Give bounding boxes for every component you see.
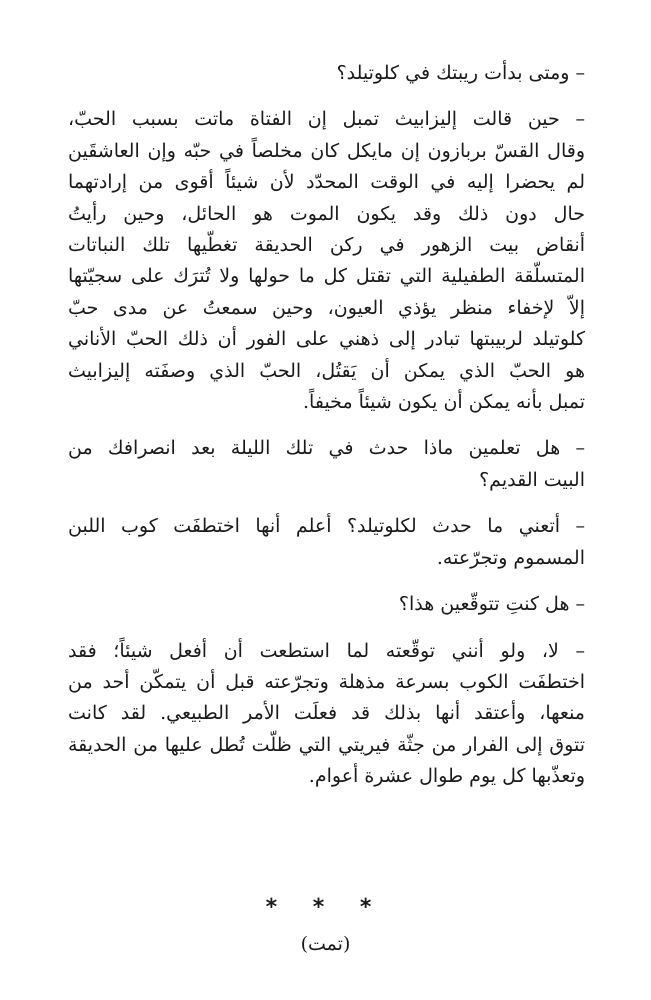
text-line: تمبل بأنه يمكن أن يكون شيئاً مخيفاً.	[303, 391, 585, 414]
text-line: – أتعني ما حدث لكلوتيلد؟ أعلم أنها اختطفَت كوب اللبن	[68, 515, 585, 538]
section-separator: * * *	[265, 895, 386, 920]
text-line: إلاّ لإخفاء منظر يؤذي العيون، وحين سمعتُ عن مدى حبّ	[68, 296, 585, 319]
text-line: – حين قالت إليزابيث تمبل إن الفتاة ماتت بسبب الحبّ،	[68, 108, 585, 131]
text-line: كلوتيلد لربيبتها تبادر إلى ذهني على الفور أن ذلك الحبّ الأناني	[68, 328, 585, 351]
text-line: تتوق إلى الفرار من جثّة فيريتي التي ظلّت تُطل عليها من الحديقة	[68, 733, 585, 756]
text-line: – هل تعلمين ماذا حدث في تلك الليلة بعد انصرافك من	[68, 437, 585, 460]
paragraph	[68, 58, 585, 89]
text-line: المسموم وتجرّعته.	[436, 546, 585, 569]
paragraph	[68, 636, 585, 793]
text-line: – لا، ولو أنني توقّعته لما استطعت أن أفعل شيئاً؛ فقد	[68, 639, 585, 662]
text-line: منعها، وأعتقد أنها بذلك قد فعلَت الأمر الطبيعي. لقد كانت	[68, 702, 585, 725]
paragraph	[68, 104, 585, 418]
paragraph	[68, 433, 585, 496]
text-line: المتسلّقة الطفيلية التي تقتل كل ما حولها ولا تُترَك على سجيّتها	[68, 265, 585, 288]
text-line: البيت القديم؟	[479, 468, 585, 491]
page-text-body	[68, 58, 585, 808]
text-line: – ومتى بدأت ريبتك في كلوتيلد؟	[336, 62, 585, 84]
text-line: وتعذّبها كل يوم طوال عشرة أعوام.	[308, 765, 585, 788]
the-end-label: (تمت)	[300, 933, 351, 955]
text-line: وقال القسّ بربازون إن مايكل كان مخلصاً في حبّه وإن العاشقَين	[68, 139, 585, 162]
text-line: أنقاض بيت الزهور في ركن الحديقة تغطّيها تلك النباتات	[68, 234, 585, 257]
text-line: لم يحضرا إليه في الوقت المحدّد لأن شيئاً أقوى من إرادتهما	[68, 171, 585, 194]
text-line: حال دون ذلك وقد يكون الموت هو الحائل، وحين رأيتُ	[68, 202, 585, 225]
paragraph	[68, 589, 585, 620]
text-line: اختطفَت الكوب بسرعة مذهلة وتجرّعته قبل أن يتمكّن أحد من	[68, 670, 585, 693]
text-line: – هل كنتِ تتوقّعين هذا؟	[398, 593, 585, 616]
text-line: هو الحبّ الذي يمكن أن يَقتُل، الحبّ الذي وصفَته إليزابيث	[68, 359, 585, 382]
paragraph	[68, 511, 585, 574]
